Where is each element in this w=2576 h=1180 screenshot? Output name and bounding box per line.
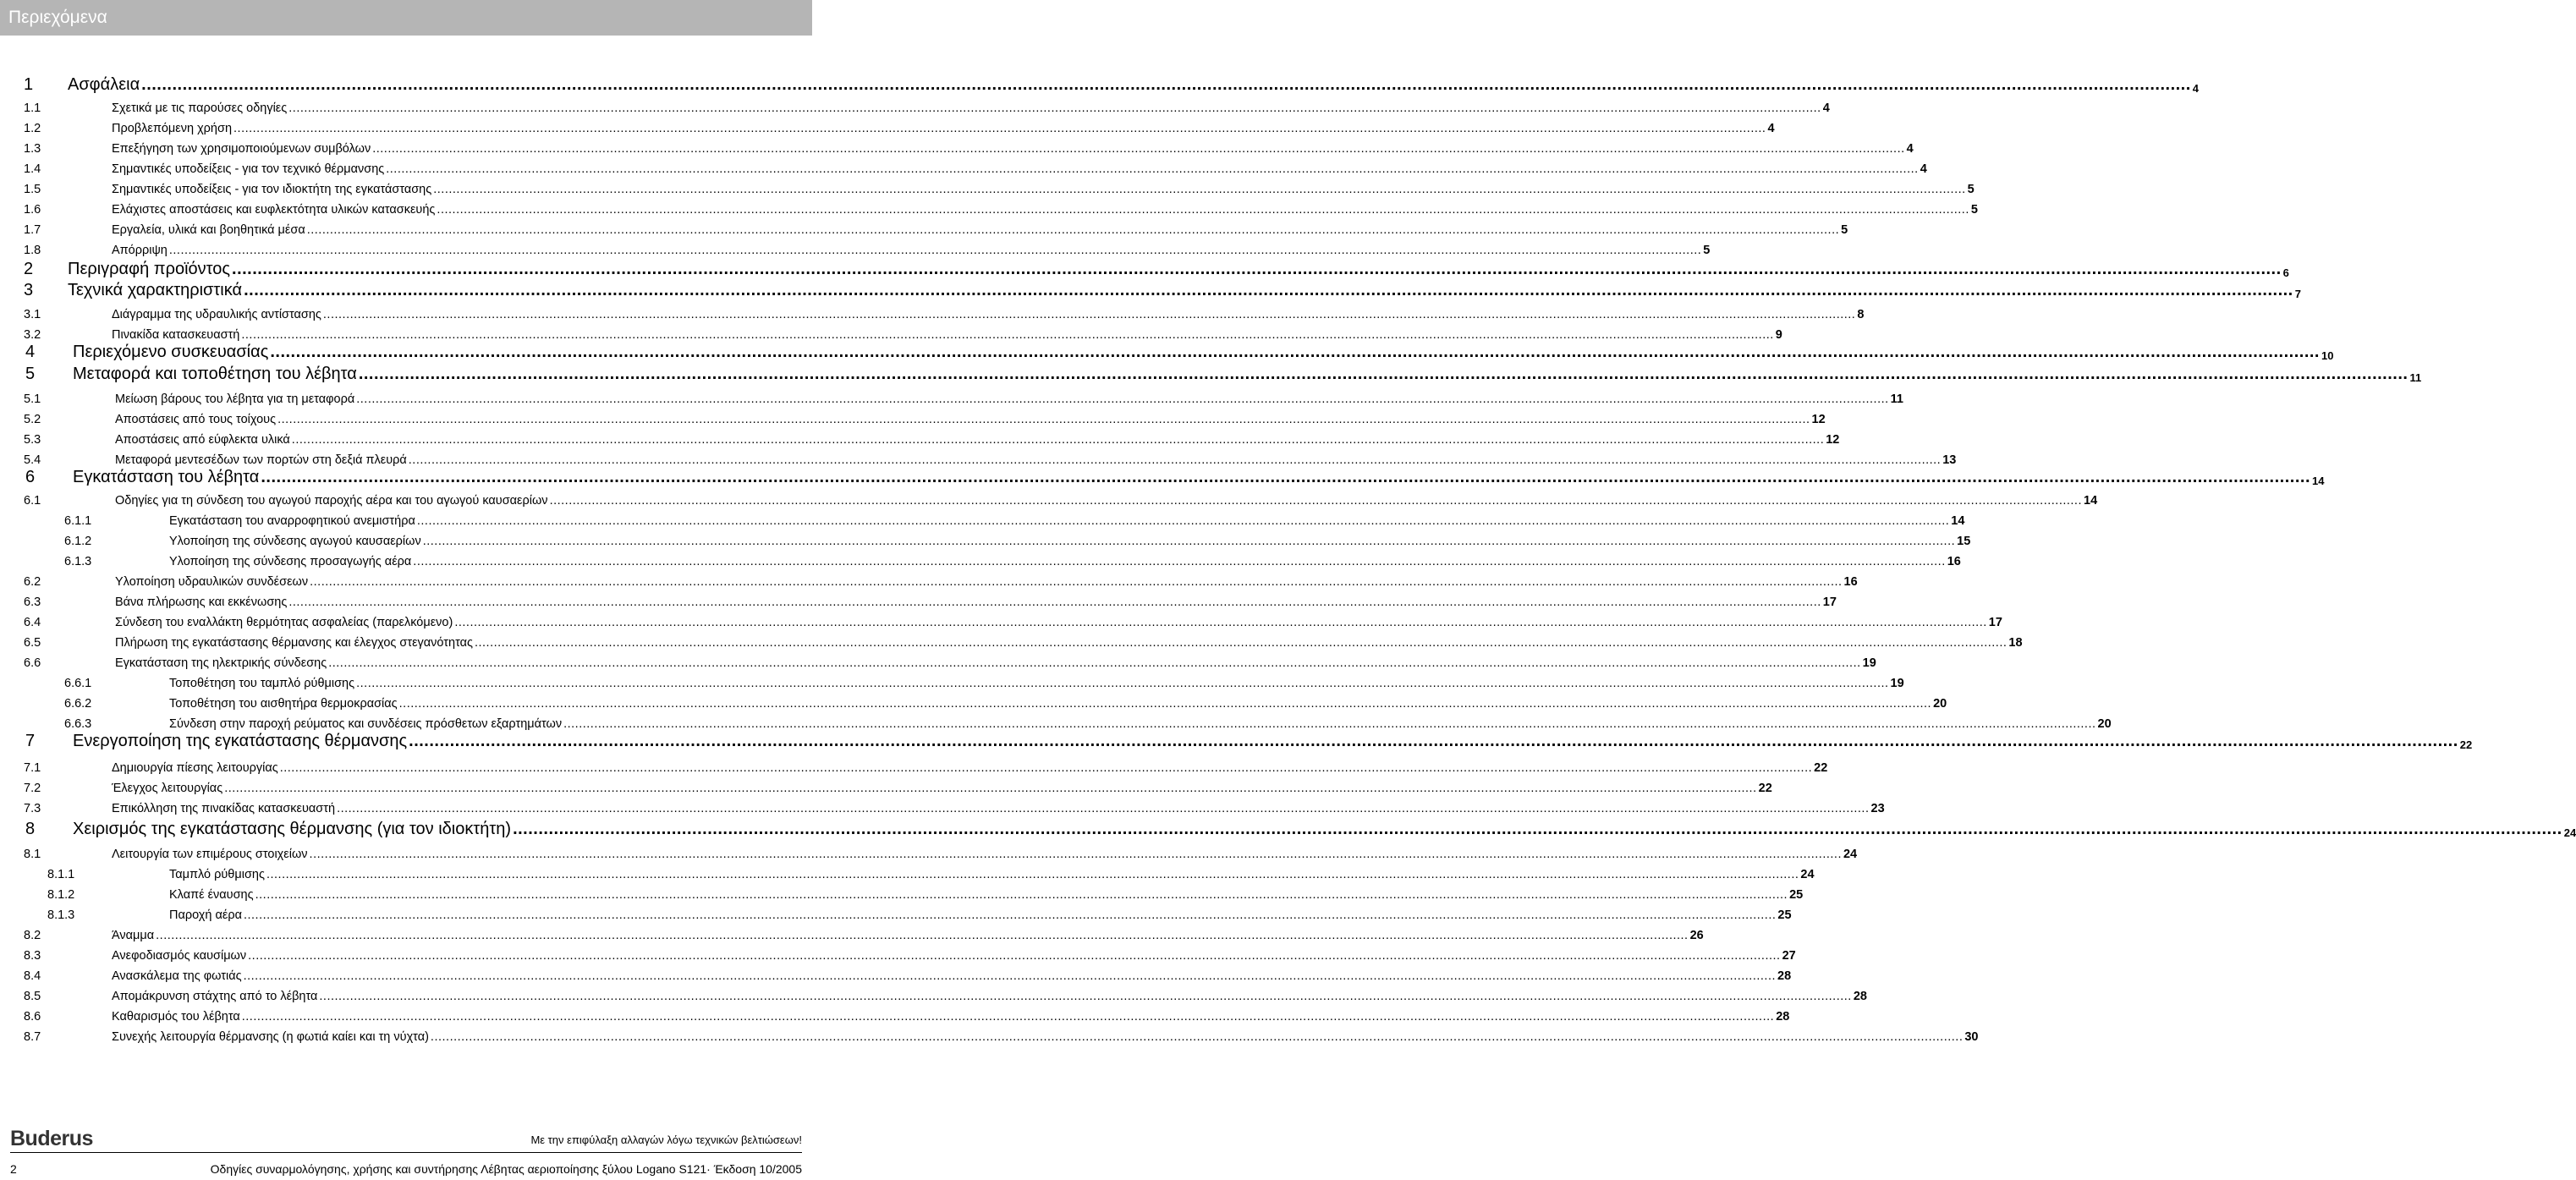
toc-page-number: 20 [1933,697,1947,711]
toc-title: Σημαντικές υποδείξεις - για τον ιδιοκτήτη της εγκατάστασης [112,183,432,196]
toc-page-number: 11 [2409,371,2422,384]
toc-number: 8.1.3 [47,908,75,922]
toc-title: Χειρισμός της εγκατάστασης θέρμανσης (για τον ιδιοκτήτη) [73,820,512,838]
toc-leader-dots: ................................................................................................................................................................................................................................................................................................................................................................................................................ [398,697,1932,711]
toc-page-number: 19 [1862,656,1876,670]
toc-entry[interactable] [0,612,2002,631]
toc-number: 5.1 [24,392,41,406]
toc-title: Έλεγχος λειτουργίας [112,782,223,795]
toc-leader-dots: ................................................................................................................................................................................................................................................................................................................................................................................................................ [255,888,1788,902]
toc-page-number: 18 [2008,636,2023,650]
toc-leader-dots: ................................................................................................................................................................................................................................................................................................................................................................................................................ [241,328,1774,342]
toc-number: 8.4 [24,969,41,983]
toc-page-number: 12 [1826,433,1840,447]
toc-entry[interactable] [0,1027,1979,1046]
toc-leader-dots: ................................................................................................................................................................................................................................................................................................................................................................................................................ [270,343,2320,361]
toc-leader-dots: ................................................................................................................................................................................................................................................................................................................................................................................................................ [261,468,2310,486]
toc-title: Περιεχόμενο συσκευασίας [73,343,269,361]
toc-title: Τεχνικά χαρακτηριστικά [68,281,243,299]
toc-entry[interactable] [0,511,1965,530]
toc-entry[interactable] [0,75,2200,96]
toc-leader-dots: ................................................................................................................................................................................................................................................................................................................................................................................................................ [279,761,1813,775]
toc-leader-dots: ................................................................................................................................................................................................................................................................................................................................................................................................................ [232,260,2282,278]
toc-page-number: 11 [1890,392,1904,406]
toc-entry[interactable] [0,694,1947,712]
toc-entry[interactable] [0,986,1867,1005]
buderus-logo: Buderus [10,1127,93,1150]
toc-entry[interactable] [0,714,2112,733]
toc-entry[interactable] [0,1007,1790,1025]
toc-entry[interactable] [0,468,2325,489]
toc-leader-dots: ................................................................................................................................................................................................................................................................................................................................................................................................................ [141,75,2191,94]
toc-page-number: 4 [2192,82,2200,95]
toc-number: 2 [24,260,34,278]
toc-leader-dots: ................................................................................................................................................................................................................................................................................................................................................................................................................ [408,453,1942,467]
toc-number: 6.1.2 [64,535,92,548]
toc-leader-dots: ................................................................................................................................................................................................................................................................................................................................................................................................................ [168,244,1702,257]
toc-entry[interactable] [0,844,1858,863]
toc-entry[interactable] [0,732,2473,753]
toc-number: 3 [24,281,34,299]
toc-entry[interactable] [0,200,1978,218]
toc-page-number: 4 [1822,102,1830,115]
toc-number: 6.4 [24,616,41,629]
toc-entry[interactable] [0,389,1904,408]
toc-number: 1.1 [24,102,41,115]
toc-page-number: 12 [1811,413,1826,426]
toc-leader-dots: ................................................................................................................................................................................................................................................................................................................................................................................................................ [266,868,1799,881]
toc-page-number: 15 [1957,535,1971,548]
toc-number: 1.7 [24,223,41,237]
toc-number: 1.5 [24,183,41,196]
toc-entry[interactable] [0,799,1885,817]
toc-title: Ανεφοδιασμός καυσίμων [112,949,247,963]
toc-leader-dots: ................................................................................................................................................................................................................................................................................................................................................................................................................ [156,929,1689,942]
toc-number: 6.2 [24,575,41,589]
toc-leader-dots: ................................................................................................................................................................................................................................................................................................................................................................................................................ [454,616,1987,629]
toc-number: 5.2 [24,413,41,426]
toc-leader-dots: ................................................................................................................................................................................................................................................................................................................................................................................................................ [337,802,1870,815]
toc-page-number: 26 [1689,929,1704,942]
toc-number: 7.1 [24,761,41,775]
toc-leader-dots: ................................................................................................................................................................................................................................................................................................................................................................................................................ [413,555,1946,568]
toc-page-number: 19 [1890,677,1904,690]
toc-page-number: 16 [1947,555,1961,568]
toc-page-number: 25 [1777,908,1792,922]
toc-page-number: 17 [1988,616,2002,629]
toc-number: 6.3 [24,595,41,609]
toc-title: Επικόλληση της πινακίδας κατασκευαστή [112,802,336,815]
toc-title: Πινακίδα κατασκευαστή [112,328,240,342]
toc-number: 8.1.2 [47,888,75,902]
toc-entry[interactable] [0,220,1848,239]
toc-number: 6 [25,468,36,486]
toc-page-number: 14 [2084,494,2098,508]
toc-number: 8.1.1 [47,868,75,881]
toc-page-number: 4 [1767,122,1775,135]
toc-number: 8.7 [24,1030,41,1044]
toc-leader-dots: ................................................................................................................................................................................................................................................................................................................................................................................................................ [233,122,1766,135]
toc-entry[interactable] [0,905,1792,924]
toc-title: Εγκατάσταση της ηλεκτρικής σύνδεσης [115,656,327,670]
toc-leader-dots: ................................................................................................................................................................................................................................................................................................................................................................................................................ [474,636,2008,650]
toc-entry[interactable] [0,531,1971,550]
toc-number: 7.2 [24,782,41,795]
toc-number: 7 [25,732,36,750]
toc-title: Οδηγίες για τη σύνδεση του αγωγού παροχής αέρα και του αγωγού καυσαερίων [115,494,548,508]
toc-leader-dots: ................................................................................................................................................................................................................................................................................................................................................................................................................ [309,848,1842,861]
toc-page-number: 4 [1920,162,1927,176]
toc-page-number: 16 [1843,575,1858,589]
toc-title: Καθαρισμός του λέβητα [112,1010,240,1024]
toc-number: 1.6 [24,203,41,217]
toc-leader-dots: ................................................................................................................................................................................................................................................................................................................................................................................................................ [319,990,1852,1003]
toc-leader-dots: ................................................................................................................................................................................................................................................................................................................................................................................................................ [277,413,1810,426]
toc-title: Απομάκρυνση στάχτης από το λέβητα [112,990,318,1003]
toc-number: 1.3 [24,142,41,156]
toc-number: 3.1 [24,308,41,321]
toc-page-number: 30 [1964,1030,1979,1044]
toc-leader-dots: ................................................................................................................................................................................................................................................................................................................................................................................................................ [416,514,1950,528]
toc-entry[interactable] [0,946,1796,964]
toc-entry[interactable] [0,820,2576,841]
toc-title: Σχετικά με τις παρούσες οδηγίες [112,102,288,115]
toc-leader-dots: ................................................................................................................................................................................................................................................................................................................................................................................................................ [244,281,2293,299]
toc-entry[interactable] [0,552,1961,570]
toc-entry[interactable] [0,758,1828,777]
page-title: Περιεχόμενα [8,8,107,27]
toc-title: Ελάχιστες αποστάσεις και ευφλεκτότητα υλικών κατασκευής [112,203,436,217]
toc-leader-dots: ................................................................................................................................................................................................................................................................................................................................................................................................................ [372,142,1905,156]
toc-leader-dots: ................................................................................................................................................................................................................................................................................................................................................................................................................ [328,656,1861,670]
toc-leader-dots: ................................................................................................................................................................................................................................................................................................................................................................................................................ [513,820,2562,838]
toc-number: 3.2 [24,328,41,342]
toc-entry[interactable] [0,179,1975,198]
toc-page-number: 5 [1970,203,1978,217]
toc-page-number: 7 [2294,288,2301,300]
toc-title: Τοποθέτηση του ταμπλό ρύθμισης [169,677,355,690]
toc-title: Αποστάσεις από τους τοίχους [115,413,277,426]
toc-entry[interactable] [0,450,1957,469]
toc-entry[interactable] [0,885,1804,903]
toc-leader-dots: ................................................................................................................................................................................................................................................................................................................................................................................................................ [243,969,1777,983]
notice-text: Με την επιφύλαξη αλλαγών λόγω τεχνικών βελτιώσεων! [530,1133,802,1146]
toc-number: 6.6.2 [64,697,92,711]
toc-page-number: 5 [1841,223,1848,237]
toc-title: Προβλεπόμενη χρήση [112,122,233,135]
toc-number: 6.5 [24,636,41,650]
toc-entry[interactable] [0,139,1914,157]
toc-page-number: 4 [1906,142,1914,156]
toc-leader-dots: ................................................................................................................................................................................................................................................................................................................................................................................................................ [224,782,1757,795]
toc-title: Υλοποίηση της σύνδεσης προσαγωγής αέρα [169,555,412,568]
toc-number: 1 [24,75,34,94]
toc-entry[interactable] [0,592,1837,611]
toc-page-number: 28 [1853,990,1867,1003]
toc-leader-dots: ................................................................................................................................................................................................................................................................................................................................................................................................................ [422,535,1956,548]
toc-number: 1.2 [24,122,41,135]
toc-entry[interactable] [0,98,1830,117]
toc-title: Σύνδεση του εναλλάκτη θερμότητας ασφαλείας (παρελκόμενο) [115,616,453,629]
toc-page-number: 23 [1870,802,1885,815]
toc-number: 8.6 [24,1010,41,1024]
toc-leader-dots: ................................................................................................................................................................................................................................................................................................................................................................................................................ [409,732,2458,750]
toc-number: 6.1.3 [64,555,92,568]
toc-leader-dots: ................................................................................................................................................................................................................................................................................................................................................................................................................ [437,203,1969,217]
toc-number: 8 [25,820,36,838]
toc-page-number: 22 [1814,761,1828,775]
toc-title: Αποστάσεις από εύφλεκτα υλικά [115,433,290,447]
toc-title: Εργαλεία, υλικά και βοηθητικά μέσα [112,223,305,237]
toc-title: Εγκατάσταση του λέβητα [73,468,260,486]
toc-entry[interactable] [0,305,1865,323]
toc-number: 7.3 [24,802,41,815]
toc-entry[interactable] [0,240,1711,259]
toc-entry[interactable] [0,118,1775,137]
toc-leader-dots: ................................................................................................................................................................................................................................................................................................................................................................................................................ [386,162,1919,176]
toc-title: Ενεργοποίηση της εγκατάστασης θέρμανσης [73,732,408,750]
toc-page-number: 24 [1843,848,1858,861]
toc-page-number: 14 [2312,475,2325,487]
toc-title: Μεταφορά και τοποθέτηση του λέβητα [73,365,357,383]
toc-leader-dots: ................................................................................................................................................................................................................................................................................................................................................................................................................ [306,223,1840,237]
toc-leader-dots: ................................................................................................................................................................................................................................................................................................................................................................................................................ [563,717,2096,731]
toc-leader-dots: ................................................................................................................................................................................................................................................................................................................................................................................................................ [430,1030,1964,1044]
toc-page-number: 20 [2097,717,2112,731]
toc-page-number: 14 [1951,514,1965,528]
toc-number: 6.1.1 [64,514,92,528]
toc-title: Πλήρωση της εγκατάστασης θέρμανσης και έλεγχος στεγανότητας [115,636,473,650]
toc-number: 6.6.3 [64,717,92,731]
toc-leader-dots: ................................................................................................................................................................................................................................................................................................................................................................................................................ [322,308,1856,321]
toc-title: Επεξήγηση των χρησιμοποιούμενων συμβόλων [112,142,371,156]
toc-title: Υλοποίηση υδραυλικών συνδέσεων [115,575,309,589]
toc-page-number: 10 [2321,349,2334,362]
toc-entry[interactable] [0,343,2334,364]
toc-title: Εγκατάσταση του αναρροφητικού ανεμιστήρα [169,514,415,528]
toc-leader-dots: ................................................................................................................................................................................................................................................................................................................................................................................................................ [243,908,1777,922]
toc-entry[interactable] [0,430,1840,448]
toc-page-number: 17 [1822,595,1837,609]
toc-page-number: 8 [1857,308,1865,321]
toc-page-number: 22 [1758,782,1772,795]
toc-title: Περιγραφή προϊόντος [68,260,231,278]
toc-number: 1.8 [24,244,41,257]
toc-title: Μεταφορά μεντεσέδων των πορτών στη δεξιά πλευρά [115,453,407,467]
toc-title: Συνεχής λειτουργία θέρμανσης (η φωτιά καίει και τη νύχτα) [112,1030,429,1044]
toc-number: 5 [25,365,36,383]
toc-entry[interactable] [0,281,2301,302]
toc-title: Λειτουργία των επιμέρους στοιχείων [112,848,308,861]
toc-entry[interactable] [0,409,1826,428]
toc-entry[interactable] [0,260,2289,281]
toc-number: 8.3 [24,949,41,963]
toc-leader-dots: ................................................................................................................................................................................................................................................................................................................................................................................................................ [356,677,1889,690]
toc-page-number: 22 [2459,738,2473,751]
toc-page-number: 27 [1782,949,1796,963]
toc-entry[interactable] [0,966,1792,985]
toc-page-number: 13 [1942,453,1957,467]
toc-title: Σημαντικές υποδείξεις - για τον τεχνικό θέρμανσης [112,162,385,176]
footer-text: Οδηγίες συναρμολόγησης, χρήσης και συντήρησης Λέβητας αεριοποίησης ξύλου Logano S121· Έκδοση 10/2005 [210,1162,802,1176]
toc-leader-dots: ................................................................................................................................................................................................................................................................................................................................................................................................................ [291,433,1825,447]
toc-page-number: 24 [2563,826,2576,839]
toc-entry[interactable] [0,159,1927,178]
toc-title: Άναμμα [112,929,155,942]
toc-entry[interactable] [0,653,1876,672]
toc-title: Σύνδεση στην παροχή ρεύματος και συνδέσεις πρόσθετων εξαρτημάτων [169,717,563,731]
toc-number: 8.1 [24,848,41,861]
toc-title: Βάνα πλήρωσης και εκκένωσης [115,595,288,609]
toc-leader-dots: ................................................................................................................................................................................................................................................................................................................................................................................................................ [241,1010,1775,1024]
toc-entry[interactable] [0,633,2023,651]
toc-leader-dots: ................................................................................................................................................................................................................................................................................................................................................................................................................ [358,365,2408,383]
toc-page-number: 28 [1777,969,1792,983]
toc-title: Ανασκάλεμα της φωτιάς [112,969,242,983]
toc-leader-dots: ................................................................................................................................................................................................................................................................................................................................................................................................................ [433,183,1966,196]
page-number: 2 [10,1162,17,1176]
toc-title: Υλοποίηση της σύνδεσης αγωγού καυσαερίων [169,535,421,548]
toc-page-number: 5 [1703,244,1711,257]
toc-page-number: 24 [1800,868,1815,881]
toc-number: 5.4 [24,453,41,467]
toc-title: Μείωση βάρους του λέβητα για τη μεταφορά [115,392,355,406]
footer-divider [10,1152,802,1153]
toc-number: 4 [25,343,36,361]
toc-entry[interactable] [0,778,1772,797]
toc-title: Κλαπέ έναυσης [169,888,254,902]
toc-entry[interactable] [0,325,1782,343]
toc-entry[interactable] [0,864,1815,883]
toc-number: 8.5 [24,990,41,1003]
toc-title: Διάγραμμα της υδραυλικής αντίστασης [112,308,321,321]
toc-entry[interactable] [0,673,1904,692]
toc-entry[interactable] [0,365,2422,386]
toc-leader-dots: ................................................................................................................................................................................................................................................................................................................................................................................................................ [288,595,1821,609]
toc-title: Ασφάλεια [68,75,140,94]
toc-leader-dots: ................................................................................................................................................................................................................................................................................................................................................................................................................ [356,392,1889,406]
toc-leader-dots: ................................................................................................................................................................................................................................................................................................................................................................................................................ [248,949,1781,963]
toc-page-number: 25 [1789,888,1804,902]
toc-leader-dots: ................................................................................................................................................................................................................................................................................................................................................................................................................ [310,575,1843,589]
toc-entry[interactable] [0,925,1704,944]
toc-number: 6.6 [24,656,41,670]
toc-title: Παροχή αέρα [169,908,242,922]
toc-number: 5.3 [24,433,41,447]
toc-entry[interactable] [0,491,2098,509]
toc-title: Τοποθέτηση του αισθητήρα θερμοκρασίας [169,697,398,711]
toc-title: Ταμπλό ρύθμισης [169,868,265,881]
toc-title: Δημιουργία πίεσης λειτουργίας [112,761,278,775]
toc-page-number: 5 [1967,183,1975,196]
toc-number: 1.4 [24,162,41,176]
toc-page-number: 6 [2282,266,2289,279]
toc-page-number: 28 [1776,1010,1790,1024]
toc-entry[interactable] [0,572,1858,590]
toc-leader-dots: ................................................................................................................................................................................................................................................................................................................................................................................................................ [288,102,1821,115]
toc-number: 8.2 [24,929,41,942]
toc-page-number: 9 [1775,328,1782,342]
toc-leader-dots: ................................................................................................................................................................................................................................................................................................................................................................................................................ [549,494,2082,508]
toc-number: 6.1 [24,494,41,508]
toc-title: Απόρριψη [112,244,168,257]
toc-number: 6.6.1 [64,677,92,690]
